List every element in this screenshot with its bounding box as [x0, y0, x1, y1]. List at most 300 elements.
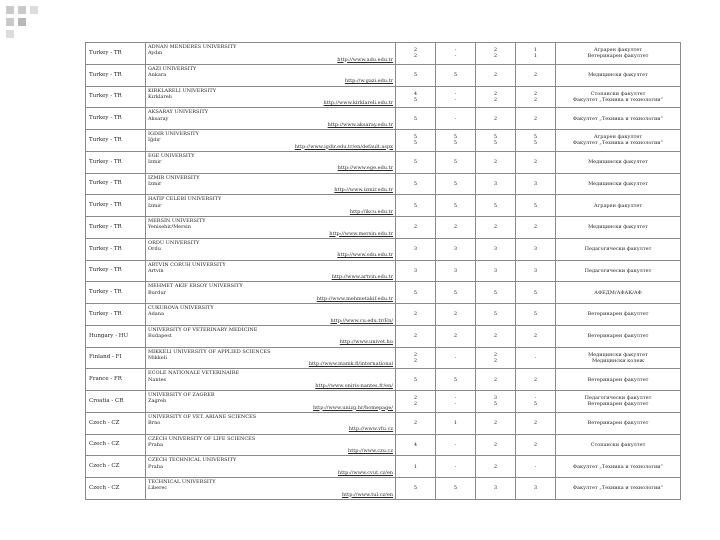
- university-cell: [146, 195, 396, 217]
- count-value: 5: [533, 289, 538, 296]
- university-city: Aksaray: [148, 115, 169, 122]
- university-cell: [146, 151, 396, 173]
- table-row: [86, 260, 681, 282]
- university-cell: [146, 173, 396, 195]
- count-value: 2: [413, 357, 418, 364]
- country-cell: Turkey - TR: [86, 151, 146, 173]
- count-cell-3: [476, 391, 516, 413]
- university-name: UNIVERSITY OF VET. ARIANE SCIENCES: [148, 413, 257, 420]
- country-cell: France - FR: [86, 369, 146, 391]
- count-value: 2: [413, 311, 418, 318]
- university-city: Izmir: [148, 180, 162, 187]
- count-value: 3: [413, 246, 418, 252]
- faculty-name: Медицински факултет: [588, 180, 648, 187]
- country-cell: Turkey - TR: [86, 260, 146, 282]
- university-city: Kırklareli: [148, 93, 172, 100]
- university-city: Artvin: [148, 267, 164, 274]
- count-cell-2: [436, 369, 476, 391]
- count-value: 2: [533, 72, 538, 78]
- count-value: 3: [533, 180, 538, 187]
- count-value: 2: [533, 441, 538, 448]
- faculty-name: Аграрен факултет: [593, 202, 643, 209]
- university-cell: [146, 369, 396, 391]
- count-cell-2: [436, 238, 476, 260]
- count-value: 2: [533, 159, 538, 165]
- faculty-name: Медицински факултет: [588, 351, 648, 358]
- count-cell-1: [396, 217, 436, 239]
- count-cell-4: [516, 130, 556, 152]
- count-value: 5: [453, 289, 458, 296]
- country-cell: Turkey - TR: [86, 282, 146, 304]
- count-value: 3: [453, 267, 458, 274]
- count-cell-3: [476, 43, 516, 65]
- count-value: 2: [493, 441, 498, 448]
- university-link[interactable]: http://www.ege.edu.tr: [337, 165, 393, 172]
- country-cell: Finland - FI: [86, 347, 146, 369]
- university-name: GAZI UNIVERSITY: [148, 65, 197, 72]
- university-city: Adana: [148, 311, 164, 318]
- count-cell-1: [396, 86, 436, 108]
- count-cell-2: [436, 260, 476, 282]
- count-value: 2: [453, 333, 458, 339]
- university-name: CZECH UNIVERSITY OF LIFE SCIENCES: [148, 435, 256, 442]
- count-value: 3: [493, 395, 498, 402]
- count-cell-4: [516, 391, 556, 413]
- country-cell: Turkey - TR: [86, 304, 146, 326]
- count-value: 2: [413, 420, 418, 426]
- faculty-name: Стопански факултет: [590, 90, 646, 97]
- university-link[interactable]: http://www.unizg.hr/homepage/: [312, 404, 393, 411]
- count-cell-2: [436, 108, 476, 130]
- table-row: [86, 282, 681, 304]
- university-link[interactable]: http://www.artvin.edu.tr: [331, 274, 393, 280]
- count-cell-3: [476, 217, 516, 239]
- count-value: 1: [533, 53, 538, 60]
- university-name: ORDU UNIVERSITY: [148, 239, 200, 246]
- university-link[interactable]: http://www.oniris-nantes.fr/en/: [315, 382, 393, 389]
- count-cell-2: [436, 412, 476, 434]
- country-cell: Croatia - CR: [86, 391, 146, 413]
- count-value: -: [454, 96, 457, 103]
- count-cell-3: [476, 304, 516, 326]
- count-cell-1: [396, 304, 436, 326]
- count-cell-2: [436, 217, 476, 239]
- faculty-name: Ветеринарен факултет: [587, 53, 649, 60]
- count-value: 2: [533, 224, 538, 231]
- count-cell-3: [476, 347, 516, 369]
- faculty-name: Факултет „Техника и технологии“: [572, 485, 664, 492]
- count-cell-1: [396, 456, 436, 478]
- count-cell-1: [396, 434, 436, 456]
- faculty-name: Педагогически факултет: [584, 267, 652, 274]
- faculty-name: Ветеринарен факултет: [587, 311, 649, 318]
- count-cell-1: [396, 130, 436, 152]
- university-city: Budapest: [148, 333, 172, 339]
- university-city: Iğdır: [148, 137, 161, 144]
- count-cell-3: [476, 108, 516, 130]
- university-name: IZMIR UNIVERSITY: [148, 174, 200, 181]
- faculty-cell: [556, 217, 681, 239]
- count-value: 2: [493, 376, 498, 383]
- faculty-name: Медицински факултет: [588, 159, 648, 165]
- count-cell-2: [436, 304, 476, 326]
- university-link[interactable]: http://www.cvut.cz/en: [337, 469, 393, 476]
- table-row: [86, 195, 681, 217]
- university-cell: [146, 238, 396, 260]
- count-value: 2: [533, 90, 538, 97]
- university-link[interactable]: http://www.adu.edu.tr: [337, 56, 393, 63]
- count-value: 2: [493, 351, 498, 358]
- count-cell-4: [516, 282, 556, 304]
- table-row: [86, 43, 681, 65]
- count-value: 5: [493, 289, 498, 296]
- count-cell-1: [396, 325, 436, 347]
- count-cell-4: [516, 304, 556, 326]
- count-value: 5: [413, 289, 418, 296]
- university-name: CUKUROVA UNIVERSITY: [148, 305, 214, 311]
- count-value: 5: [453, 140, 458, 147]
- university-cell: [146, 130, 396, 152]
- university-city: Izmir: [148, 202, 162, 209]
- university-cell: [146, 434, 396, 456]
- table-row: [86, 434, 681, 456]
- count-cell-3: [476, 64, 516, 86]
- university-link[interactable]: http://ikcu.edu.tr: [349, 208, 393, 215]
- university-cell: [146, 304, 396, 326]
- country-cell: Turkey - TR: [86, 238, 146, 260]
- count-cell-4: [516, 412, 556, 434]
- university-cell: [146, 108, 396, 130]
- table-row: [86, 151, 681, 173]
- university-cell: [146, 260, 396, 282]
- count-value: 2: [493, 90, 498, 97]
- count-cell-1: [396, 151, 436, 173]
- count-cell-1: [396, 238, 436, 260]
- count-cell-2: [436, 64, 476, 86]
- count-cell-3: [476, 369, 516, 391]
- count-value: -: [534, 463, 537, 470]
- count-cell-2: [436, 478, 476, 500]
- faculty-name: Медицински факултет: [588, 72, 648, 78]
- university-city: Praha: [148, 441, 163, 448]
- university-city: Mikkeli: [148, 354, 167, 361]
- university-name: UNIVERSITY OF ZAGREB: [148, 392, 215, 398]
- count-cell-2: [436, 456, 476, 478]
- count-cell-3: [476, 412, 516, 434]
- count-cell-3: [476, 238, 516, 260]
- university-cell: [146, 64, 396, 86]
- table-row: [86, 391, 681, 413]
- faculty-name: Факултет „Техника и технологии“: [572, 96, 664, 103]
- count-value: 5: [533, 311, 538, 318]
- table-row: [86, 86, 681, 108]
- count-cell-1: [396, 412, 436, 434]
- university-cell: [146, 347, 396, 369]
- count-value: 2: [493, 72, 498, 78]
- faculty-cell: [556, 43, 681, 65]
- university-name: ARTVIN CORUH UNIVERSITY: [148, 261, 226, 268]
- count-value: 1: [533, 47, 538, 54]
- university-city: Aydın: [148, 50, 163, 57]
- country-cell: Hungary - HU: [86, 325, 146, 347]
- university-link[interactable]: http://www.izmir.edu.tr: [334, 187, 393, 193]
- university-link[interactable]: http://www.mehmetakif.edu.tr: [316, 295, 393, 302]
- count-cell-2: [436, 434, 476, 456]
- count-cell-3: [476, 151, 516, 173]
- count-cell-1: [396, 260, 436, 282]
- count-value: 3: [493, 485, 498, 492]
- count-value: 5: [493, 311, 498, 318]
- university-name: IGDIR UNIVERSITY: [148, 131, 199, 137]
- count-cell-4: [516, 260, 556, 282]
- university-city: Liberec: [148, 485, 168, 492]
- university-link[interactable]: http://www.mersin.edu.tr: [329, 230, 393, 237]
- count-cell-2: [436, 86, 476, 108]
- faculty-cell: [556, 108, 681, 130]
- count-value: 2: [493, 357, 498, 364]
- count-cell-3: [476, 325, 516, 347]
- count-value: 2: [413, 395, 418, 402]
- count-value: 5: [533, 134, 538, 141]
- count-value: 4: [413, 441, 418, 448]
- count-cell-4: [516, 64, 556, 86]
- count-cell-4: [516, 108, 556, 130]
- faculty-name: Стопански факултет: [590, 441, 646, 448]
- count-cell-4: [516, 325, 556, 347]
- count-cell-2: [436, 195, 476, 217]
- count-cell-1: [396, 478, 436, 500]
- table-row: [86, 369, 681, 391]
- count-value: 5: [453, 180, 458, 187]
- university-link[interactable]: http://www.mamk.fi/international: [308, 361, 393, 367]
- faculty-cell: [556, 369, 681, 391]
- count-cell-2: [436, 130, 476, 152]
- count-value: 2: [493, 463, 498, 470]
- university-cell: [146, 86, 396, 108]
- count-cell-4: [516, 195, 556, 217]
- count-value: 5: [493, 134, 498, 141]
- university-name: MEHMET AKIF ERSOY UNIVERSITY: [148, 283, 243, 290]
- university-link[interactable]: http://www.kirklareli.edu.tr: [323, 100, 393, 106]
- count-value: 2: [453, 311, 458, 318]
- university-city: Praha: [148, 463, 163, 470]
- count-cell-2: [436, 151, 476, 173]
- count-cell-2: [436, 43, 476, 65]
- count-value: 2: [413, 351, 418, 358]
- count-cell-3: [476, 478, 516, 500]
- count-cell-3: [476, 173, 516, 195]
- count-value: 5: [413, 72, 418, 78]
- university-link[interactable]: http://www.czu.cz: [347, 448, 393, 454]
- university-city: Brno: [148, 420, 161, 426]
- count-value: 3: [533, 485, 538, 492]
- faculty-name: Ветеринарен факултет: [587, 401, 649, 408]
- faculty-name: Медицински колеж: [591, 357, 645, 364]
- count-value: 2: [413, 47, 418, 54]
- count-value: 5: [413, 202, 418, 209]
- university-city: Izmir: [148, 159, 162, 165]
- country-cell: Czech - CZ: [86, 456, 146, 478]
- faculty-cell: [556, 130, 681, 152]
- count-cell-4: [516, 151, 556, 173]
- university-link[interactable]: http://www.vfu.cz: [348, 426, 393, 433]
- table-row: [86, 173, 681, 195]
- faculty-name: Аграрен факултет: [593, 47, 643, 54]
- table-row: [86, 238, 681, 260]
- count-value: 5: [453, 202, 458, 209]
- table-row: [86, 130, 681, 152]
- country-cell: Czech - CZ: [86, 412, 146, 434]
- count-value: -: [454, 47, 457, 54]
- count-value: 3: [413, 267, 418, 274]
- faculty-name: Ветеринарен факултет: [587, 376, 649, 383]
- count-value: 3: [493, 180, 498, 187]
- count-value: 5: [453, 159, 458, 165]
- faculty-cell: [556, 86, 681, 108]
- count-value: -: [454, 115, 457, 122]
- faculty-name: АФЕДМ/АФАК/АФ: [594, 289, 642, 296]
- university-link[interactable]: http://www.igdir.edu.tr/en/default.aspx: [294, 143, 393, 150]
- faculty-cell: [556, 260, 681, 282]
- faculty-cell: [556, 195, 681, 217]
- count-cell-4: [516, 369, 556, 391]
- university-link[interactable]: http://www.univet.hu: [339, 339, 393, 346]
- count-cell-4: [516, 347, 556, 369]
- count-value: 1: [413, 463, 418, 470]
- count-value: 5: [413, 140, 418, 147]
- table-row: [86, 478, 681, 500]
- count-value: 5: [453, 72, 458, 78]
- count-cell-3: [476, 130, 516, 152]
- count-value: 2: [493, 47, 498, 54]
- count-cell-4: [516, 478, 556, 500]
- count-value: 2: [493, 96, 498, 103]
- university-cell: [146, 456, 396, 478]
- count-value: -: [454, 395, 457, 402]
- count-value: 5: [453, 134, 458, 141]
- count-cell-1: [396, 43, 436, 65]
- university-city: Ankara: [148, 72, 167, 78]
- faculty-cell: [556, 304, 681, 326]
- faculty-cell: [556, 173, 681, 195]
- university-name: HATIP CELEBI UNIVERSITY: [148, 196, 222, 203]
- count-value: -: [454, 401, 457, 408]
- table-row: [86, 412, 681, 434]
- table-row: [86, 108, 681, 130]
- faculty-name: Педагогически факултет: [584, 395, 652, 402]
- university-city: Nantes: [148, 376, 167, 383]
- count-value: -: [454, 354, 457, 361]
- count-value: 3: [453, 246, 458, 252]
- count-cell-4: [516, 434, 556, 456]
- count-value: -: [454, 90, 457, 97]
- count-value: 5: [413, 134, 418, 141]
- count-value: 2: [413, 53, 418, 60]
- faculty-cell: [556, 151, 681, 173]
- faculty-cell: [556, 325, 681, 347]
- country-cell: Turkey - TR: [86, 130, 146, 152]
- count-value: 2: [533, 376, 538, 383]
- count-cell-4: [516, 43, 556, 65]
- count-value: 2: [493, 159, 498, 165]
- count-cell-2: [436, 391, 476, 413]
- count-value: 3: [533, 267, 538, 274]
- count-value: 5: [453, 485, 458, 492]
- country-cell: Turkey - TR: [86, 64, 146, 86]
- count-value: 2: [413, 401, 418, 408]
- university-city: Zagreb: [148, 398, 167, 405]
- count-value: 2: [493, 420, 498, 426]
- table-row: [86, 304, 681, 326]
- count-value: 3: [533, 246, 538, 252]
- faculty-cell: [556, 434, 681, 456]
- count-cell-3: [476, 282, 516, 304]
- faculty-name: Ветеринарен факултет: [587, 420, 649, 426]
- count-cell-4: [516, 238, 556, 260]
- count-cell-1: [396, 108, 436, 130]
- faculty-cell: [556, 412, 681, 434]
- count-cell-2: [436, 282, 476, 304]
- university-city: Burdur: [148, 289, 167, 296]
- count-value: 5: [493, 140, 498, 147]
- university-link[interactable]: http://www.aksaray.edu.tr: [327, 121, 393, 128]
- faculty-name: Медицински факултет: [588, 224, 648, 231]
- count-cell-1: [396, 64, 436, 86]
- count-cell-4: [516, 456, 556, 478]
- count-cell-1: [396, 369, 436, 391]
- count-cell-1: [396, 347, 436, 369]
- university-link[interactable]: http://www.odu.edu.tr: [337, 252, 393, 259]
- count-cell-3: [476, 195, 516, 217]
- university-link[interactable]: http://www.cu.edu.tr/En/: [330, 317, 393, 324]
- table-row: [86, 456, 681, 478]
- count-value: 2: [533, 333, 538, 339]
- count-cell-1: [396, 282, 436, 304]
- faculty-name: Педагогически факултет: [584, 246, 652, 252]
- count-cell-2: [436, 347, 476, 369]
- university-link[interactable]: http://www.tul.cz/en: [341, 491, 393, 498]
- count-value: 2: [413, 224, 418, 231]
- faculty-cell: [556, 391, 681, 413]
- country-cell: Turkey - TR: [86, 217, 146, 239]
- count-cell-3: [476, 456, 516, 478]
- count-cell-4: [516, 173, 556, 195]
- faculty-cell: [556, 478, 681, 500]
- table-row: [86, 347, 681, 369]
- count-cell-1: [396, 195, 436, 217]
- count-value: -: [454, 463, 457, 470]
- university-city: Yenisehir/Mersin: [148, 224, 191, 231]
- faculty-name: Факултет „Техника и технологии“: [572, 115, 664, 122]
- count-value: -: [454, 441, 457, 448]
- count-value: 3: [493, 267, 498, 274]
- university-name: MIKKELI UNIVERSITY OF APPLIED SCIENCES: [148, 348, 271, 355]
- university-name: MERSIN UNIVERSITY: [148, 218, 206, 224]
- count-value: 2: [533, 420, 538, 426]
- university-link[interactable]: http://w.gazi.edu.tr: [344, 78, 393, 85]
- faculty-cell: [556, 347, 681, 369]
- university-cell: [146, 391, 396, 413]
- count-value: 5: [413, 96, 418, 103]
- count-value: -: [534, 395, 537, 402]
- country-cell: Czech - CZ: [86, 478, 146, 500]
- count-value: 5: [453, 376, 458, 383]
- count-value: 2: [533, 115, 538, 122]
- university-cell: [146, 43, 396, 65]
- country-cell: Turkey - TR: [86, 195, 146, 217]
- count-value: 2: [493, 115, 498, 122]
- count-value: 2: [453, 224, 458, 231]
